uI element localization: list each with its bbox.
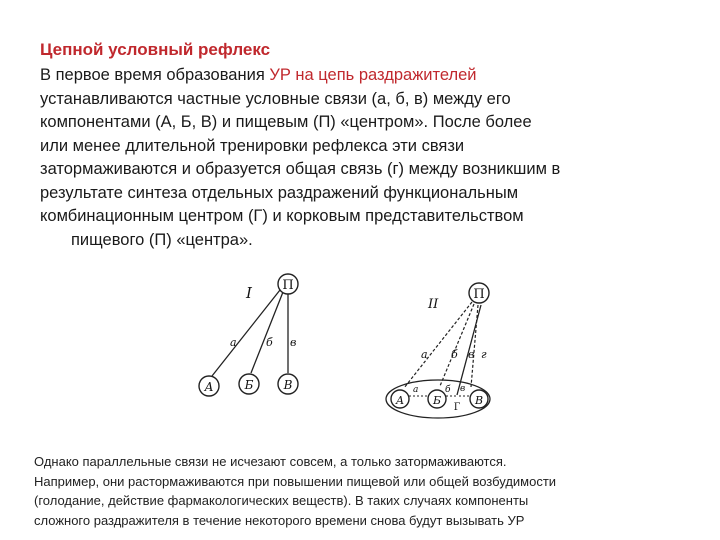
diagram-two-link-a-label: а: [421, 348, 428, 361]
diagram-one-link-b-label: б: [266, 336, 273, 349]
diagram-one-roman: I: [246, 284, 252, 302]
diagram-two-inner-b-label: б: [445, 385, 451, 395]
diagram-two-inner-a-label: а: [413, 385, 419, 395]
paragraph-line-8: пищевого (П) «центра».: [71, 230, 253, 249]
diagram-one-link-a: [212, 290, 280, 376]
diagram-two: [386, 283, 490, 418]
paragraph-line-7: комбинационным центром (Г) и корковым представительством: [40, 207, 524, 225]
diagram-two-center-label: Г: [453, 402, 461, 413]
diagram-two-node-p-label: П: [473, 287, 485, 302]
diagram-one-node-b-label: Б: [244, 378, 254, 392]
paragraph-line-4: или менее длительной тренировки рефлекса эти связи: [40, 136, 465, 155]
diagram-one-node-v-label: В: [283, 378, 293, 392]
diagram-two-node-a-label: А: [395, 394, 405, 407]
diagram-one-node-p-label: П: [282, 278, 294, 293]
diagram-two-link-g-label: г: [481, 348, 487, 361]
paragraph-line-5: затормаживаются и образуется общая связь (г) между возникшим в: [40, 160, 561, 178]
paragraph-line-1-start: В первое время образования: [40, 66, 270, 84]
paragraph-line-6: результате синтеза отдельных раздражений функциональным: [40, 183, 519, 202]
diagram-one-link-a-label: а: [230, 336, 237, 349]
footnote-line-4: сложного раздражителя в течение некоторого времени снова будут вызывать УР: [34, 512, 525, 528]
diagram-two-link-b-label: б: [451, 348, 458, 361]
paragraph-highlight: УР на цепь раздражителей: [269, 66, 477, 84]
diagram-two-node-b-label: Б: [432, 394, 442, 407]
footnote-line-1: Однако параллельные связи не исчезают совсем, а только затормаживаются.: [34, 454, 507, 469]
diagram-two-link-b: [440, 304, 474, 386]
diagram-two-inner-v-label: в: [460, 384, 466, 394]
diagram-two-roman: II: [428, 297, 439, 312]
diagram-two-node-v-label: В: [474, 394, 484, 407]
diagram-two-link-v: [471, 305, 478, 387]
diagram-one-link-b: [251, 292, 283, 373]
paragraph-line-3: компонентами (А, Б, В) и пищевым (П) «центром». После более: [40, 113, 532, 131]
footnote-line-2: Например, они растормаживаются при повышении пищевой или общей возбудимости: [34, 473, 557, 489]
diagram-two-link-v-label: в: [468, 348, 475, 361]
footnote-line-3: (голодание, действие фармакологических веществ). В таких случаях компоненты: [34, 493, 529, 508]
diagram-one: [199, 274, 298, 396]
footnote-paragraph: [34, 452, 694, 530]
diagram-one-node-a-label: А: [204, 380, 214, 394]
diagram-one-link-v-label: в: [290, 336, 297, 349]
paragraph-line-2: устанавливаются частные условные связи (а, б, в) между его: [40, 89, 511, 108]
slide-title: Цепной условный рефлекс: [40, 40, 271, 59]
